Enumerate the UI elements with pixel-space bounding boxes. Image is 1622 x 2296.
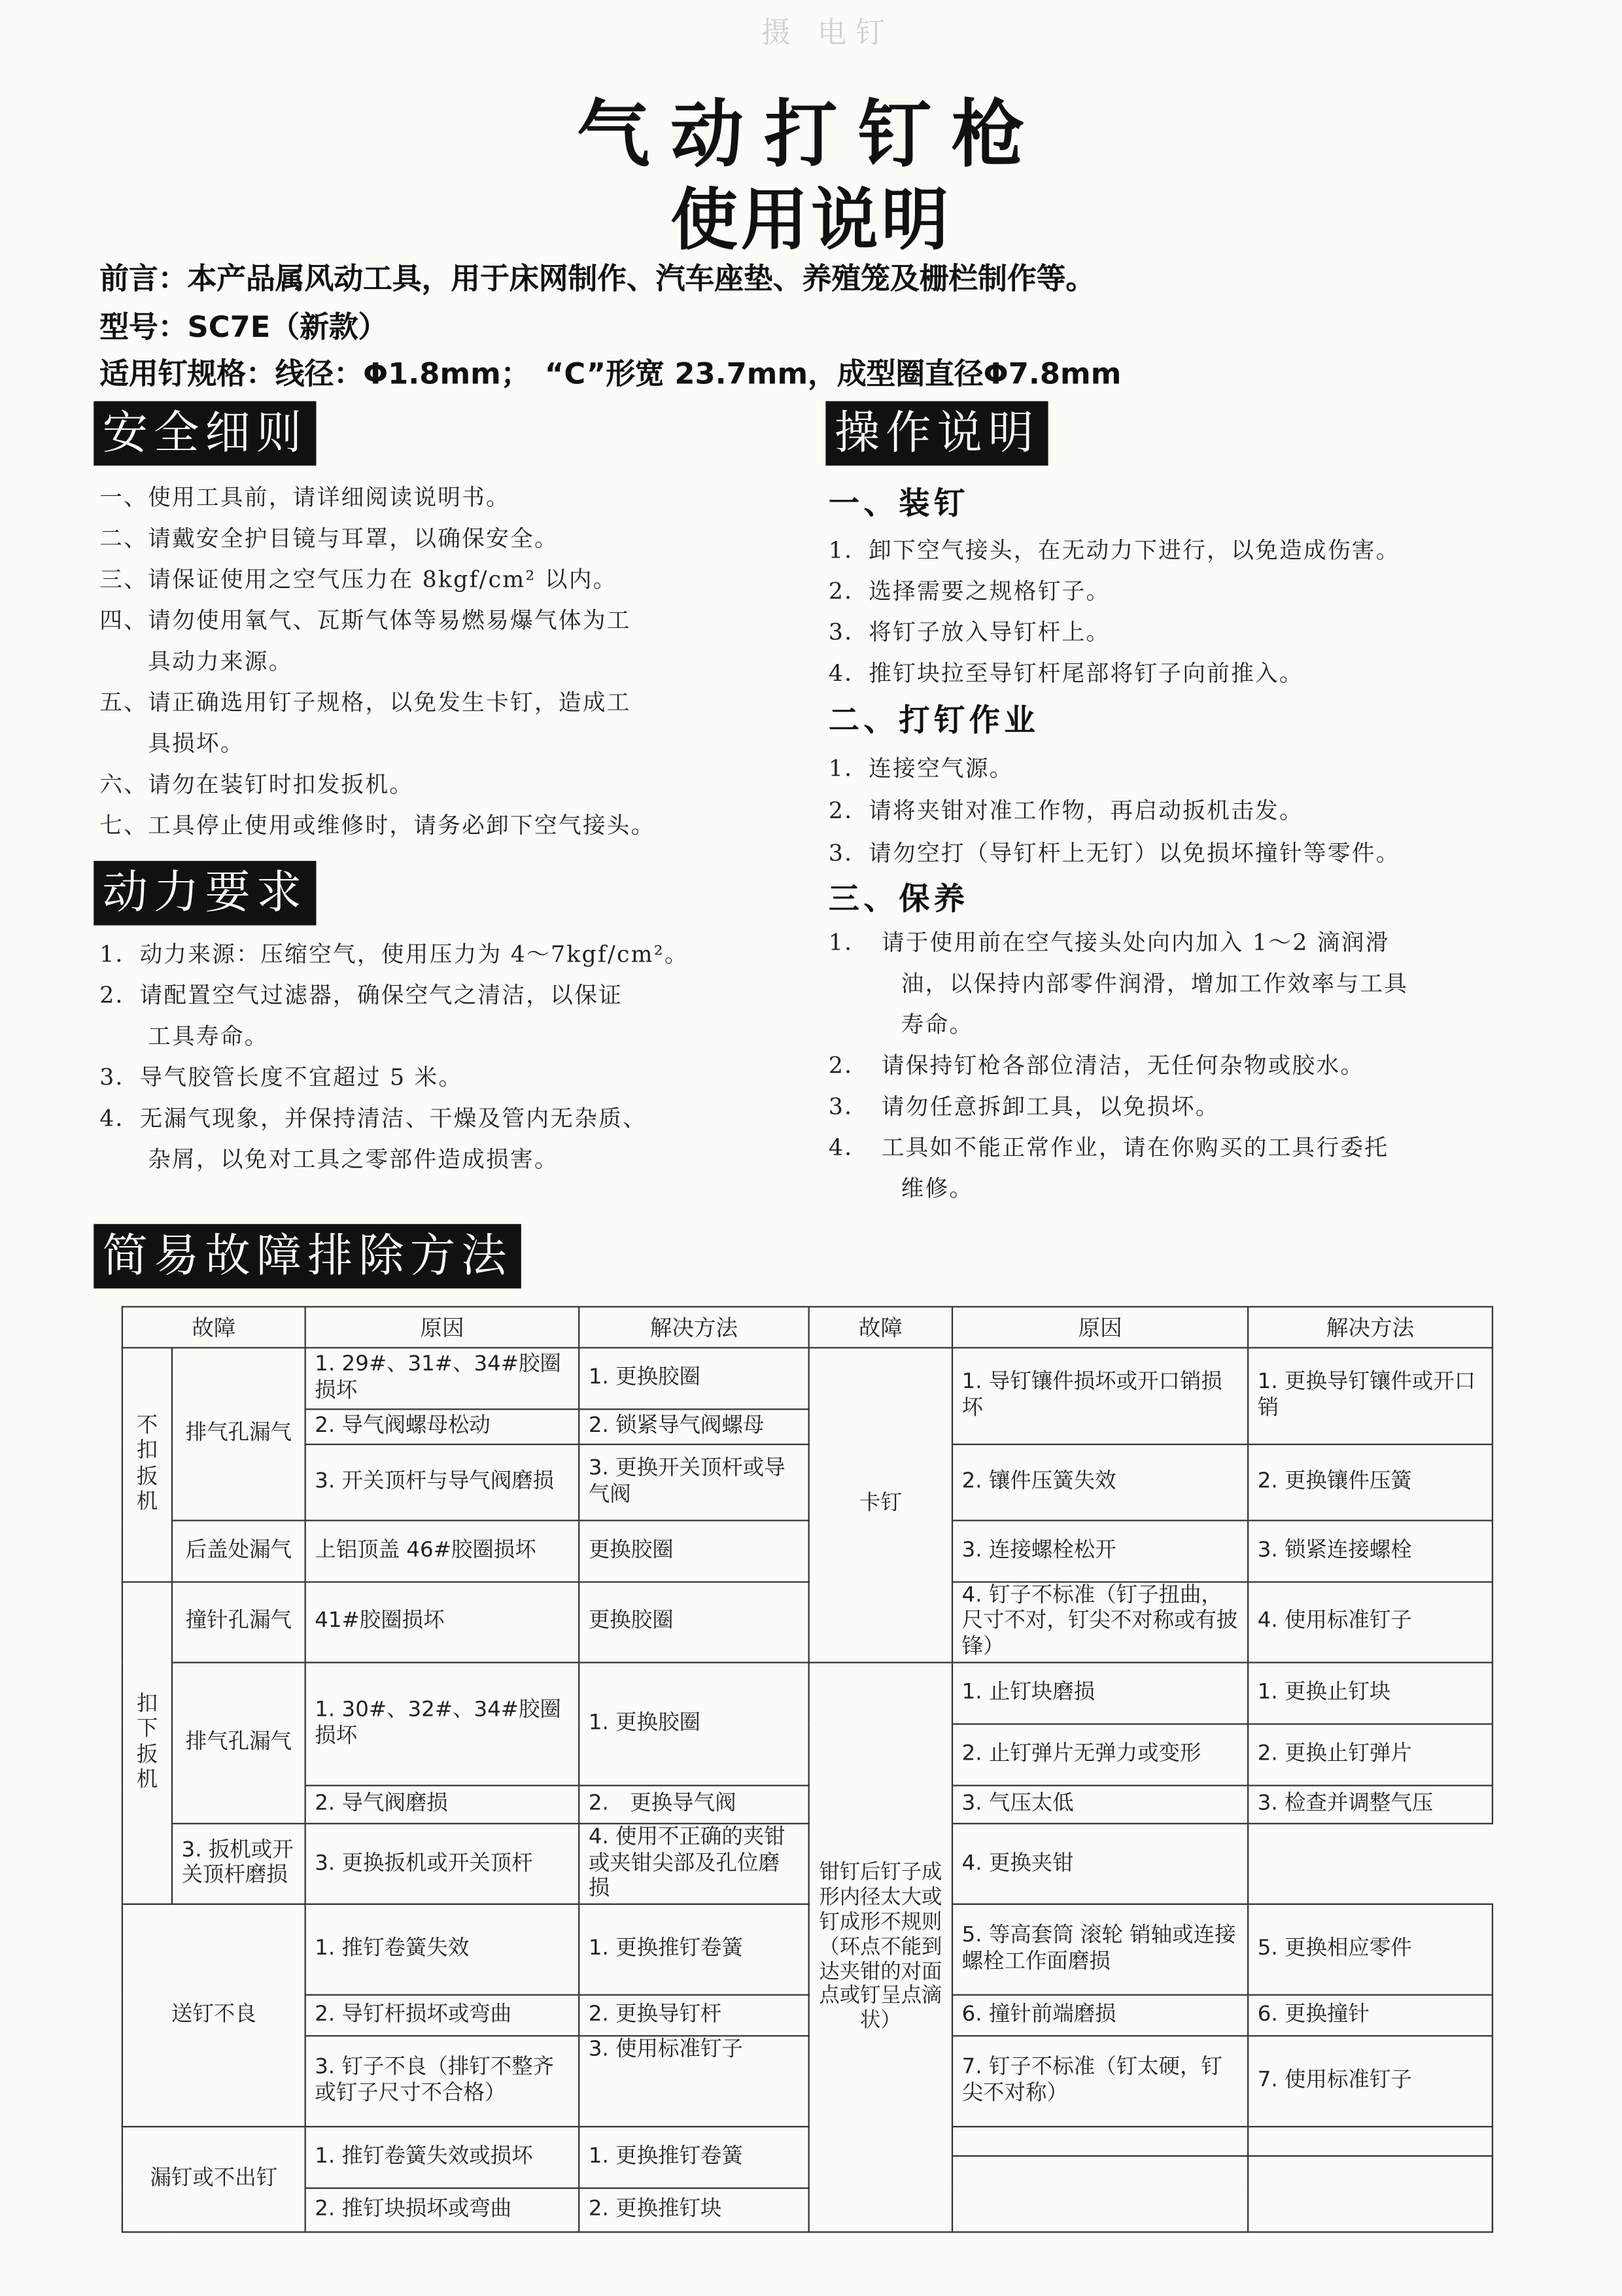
operation-line: 3．将钉子放入导钉杆上。 (828, 619, 1111, 646)
table-row (122, 1444, 1493, 1520)
safety-line: 三、请保证使用之空气压力在 8kgf/cm² 以内。 (99, 566, 617, 593)
cause-cell: 1. 导钉镶件损坏或开口销损坏 (952, 1348, 1248, 1444)
solution-cell: 5. 更换相应零件 (1248, 1905, 1493, 1996)
solution-cell: 3. 使用标准钉子 (579, 2036, 808, 2127)
header-fault: 故障 (122, 1307, 305, 1348)
cause-cell: 4. 钉子不标准（钉子扭曲，尺寸不对，钉尖不对称或有披锋） (952, 1582, 1248, 1662)
solution-cell: 2. 更换止钉弹片 (1248, 1724, 1493, 1786)
power-line: 杂屑，以免对工具之零部件造成损害。 (99, 1146, 559, 1173)
table-row (122, 1582, 1493, 1662)
solution-cell: 3. 更换开关顶杆或导气阀 (579, 1444, 808, 1520)
safety-line: 七、工具停止使用或维修时，请务必卸下空气接头。 (99, 812, 655, 839)
table-header-row (122, 1307, 1493, 1348)
empty-cell (1248, 2127, 1493, 2157)
table-row (122, 2127, 1493, 2157)
maintenance-line: 油，以保持内部零件润滑，增加工作效率与工具 (828, 970, 1409, 998)
header-cause: 原因 (305, 1307, 579, 1348)
safety-line: 具损坏。 (99, 730, 245, 757)
cause-cell: 1. 29#、31#、34#胶圈损坏 (305, 1348, 579, 1409)
power-line: 3．导气胶管长度不宜超过 5 米。 (99, 1064, 463, 1091)
solution-cell: 2. 更换导钉杆 (579, 1995, 808, 2036)
fault-group: 漏钉或不出钉 (122, 2127, 305, 2233)
fault-subgroup: 后盖处漏气 (172, 1520, 305, 1582)
table-row (122, 2036, 1493, 2127)
table-row (122, 1786, 1493, 1824)
maintenance-line: 1． 请于使用前在空气接头处向内加入 1～2 滴润滑 (828, 930, 1390, 956)
solution-cell: 3. 检查并调整气压 (1248, 1786, 1493, 1824)
safety-line: 一、使用工具前，请详细阅读说明书。 (99, 484, 511, 512)
fault-group: 卡钉 (809, 1348, 952, 1663)
solution-cell: 1. 更换胶圈 (579, 1348, 808, 1409)
fault-group: 送钉不良 (122, 1905, 305, 2127)
header-solution: 解决方法 (1248, 1307, 1493, 1348)
solution-cell: 6. 更换撞针 (1248, 1995, 1493, 2036)
maintenance-line: 寿命。 (828, 1011, 974, 1038)
fault-group: 不扣扳机 (122, 1348, 172, 1582)
safety-line: 六、请勿在装钉时扣发扳机。 (99, 771, 414, 798)
solution-cell: 7. 使用标准钉子 (1248, 2036, 1493, 2127)
operation-line: 1．卸下空气接头，在无动力下进行，以免造成伤害。 (828, 537, 1400, 564)
cause-cell: 1. 推钉卷簧失效 (305, 1905, 579, 1996)
spec-text: 适用钉规格：线径：Φ1.8mm； “C”形宽 23.7mm，成型圈直径Φ7.8mm (99, 355, 1122, 391)
cause-cell: 3. 连接螺栓松开 (952, 1520, 1248, 1582)
table-row (122, 1995, 1493, 2036)
solution-cell: 4. 使用标准钉子 (1248, 1582, 1493, 1662)
cause-cell: 41#胶圈损坏 (305, 1582, 579, 1662)
solution-cell: 1. 更换推钉卷簧 (579, 1905, 808, 1996)
operation-line: 3．请勿空打（导钉杆上无钉）以免损坏撞针等零件。 (828, 840, 1400, 867)
operation-heading: 操作说明 (825, 401, 1048, 465)
fault-subgroup: 排气孔漏气 (172, 1663, 305, 1824)
operation-line: 4．推钉块拉至导钉杆尾部将钉子向前推入。 (828, 660, 1303, 687)
cause-cell: 1. 止钉块磨损 (952, 1663, 1248, 1724)
operation-line: 2．选择需要之规格钉子。 (828, 578, 1111, 605)
table-row (122, 1905, 1493, 1996)
safety-line: 二、请戴安全护目镜与耳罩，以确保安全。 (99, 525, 559, 552)
solution-cell: 更换胶圈 (579, 1582, 808, 1662)
safety-line: 四、请勿使用氧气、瓦斯气体等易燃易爆气体为工 (99, 607, 631, 635)
safety-heading: 安全细则 (94, 401, 316, 465)
safety-line: 具动力来源。 (99, 648, 293, 675)
cause-cell: 3. 开关顶杆与导气阀磨损 (305, 1444, 579, 1520)
cause-cell: 2. 导气阀磨损 (305, 1786, 579, 1824)
solution-cell: 2. 更换镶件压簧 (1248, 1444, 1493, 1520)
maintenance-line: 3． 请勿任意拆卸工具，以免损坏。 (828, 1094, 1220, 1121)
empty-cell (952, 2127, 1248, 2157)
maintenance-subheading: 三、保养 (828, 881, 969, 917)
solution-cell: 2. 锁紧导气阀螺母 (579, 1409, 808, 1444)
table-row (122, 1520, 1493, 1582)
solution-cell: 1. 更换止钉块 (1248, 1663, 1493, 1724)
cause-cell: 3. 钉子不良（排钉不整齐或钉子尺寸不合格） (305, 2036, 579, 2127)
solution-cell: 2. 更换导气阀 (579, 1786, 808, 1824)
solution-cell: 2. 更换推钉块 (579, 2189, 808, 2233)
operation-line: 1．连接空气源。 (828, 755, 1014, 782)
maintenance-line: 4． 工具如不能正常作业，请在你购买的工具行委托 (828, 1134, 1389, 1161)
cause-cell: 2. 止钉弹片无弹力或变形 (952, 1724, 1248, 1786)
operation-line: 2．请将夹钳对准工作物，再启动扳机击发。 (828, 797, 1303, 825)
page-title: 气动打钉枪 (576, 92, 1046, 177)
intro-text: 前言：本产品属风动工具，用于床网制作、汽车座垫、养殖笼及栅栏制作等。 (99, 260, 1096, 296)
fault-subgroup: 排气孔漏气 (172, 1348, 305, 1520)
safety-line: 五、请正确选用钉子规格，以免发生卡钉，造成工 (99, 689, 631, 716)
maintenance-line: 2． 请保持钉枪各部位清洁，无任何杂物或胶水。 (828, 1052, 1365, 1079)
nailing-subheading: 二、打钉作业 (828, 703, 1040, 739)
cause-cell: 1. 30#、32#、34#胶圈损坏 (305, 1663, 579, 1786)
table-row (122, 1348, 1493, 1409)
header-cause: 原因 (952, 1307, 1248, 1348)
cause-cell: 2. 推钉块损坏或弯曲 (305, 2189, 579, 2233)
solution-cell: 4. 更换夹钳 (952, 1824, 1248, 1904)
load-nails-subheading: 一、装钉 (828, 486, 969, 521)
troubleshooting-table (122, 1306, 1493, 2234)
troubleshooting-heading: 简易故障排除方法 (94, 1224, 521, 1288)
empty-cell (1248, 2157, 1493, 2233)
cause-cell: 3. 气压太低 (952, 1786, 1248, 1824)
header-solution: 解决方法 (579, 1307, 808, 1348)
fault-group: 扣下扳机 (122, 1582, 172, 1904)
cause-cell: 2. 导气阀螺母松动 (305, 1409, 579, 1444)
power-heading: 动力要求 (94, 861, 316, 925)
cause-cell: 上铝顶盖 46#胶圈损坏 (305, 1520, 579, 1582)
fault-group: 钳钉后钉子成形内径太大或钉成形不规则（环点不能到达夹钳的对面点或钉呈点滴状） (809, 1663, 952, 2233)
maintenance-line: 维修。 (828, 1175, 974, 1202)
empty-cell (952, 2157, 1248, 2233)
table-row (122, 1824, 1493, 1904)
cause-cell: 6. 撞针前端磨损 (952, 1995, 1248, 2036)
cause-cell: 1. 推钉卷簧失效或损坏 (305, 2127, 579, 2189)
cause-cell: 7. 钉子不标准（钉太硬，钉尖不对称） (952, 2036, 1248, 2127)
solution-cell: 更换胶圈 (579, 1520, 808, 1582)
solution-cell: 1. 更换胶圈 (579, 1663, 808, 1786)
solution-cell: 1. 更换导钉镶件或开口销 (1248, 1348, 1493, 1444)
fault-subgroup: 撞针孔漏气 (172, 1582, 305, 1662)
cause-cell: 3. 扳机或开关顶杆磨损 (172, 1824, 305, 1904)
solution-cell: 1. 更换推钉卷簧 (579, 2127, 808, 2189)
solution-cell: 3. 更换扳机或开关顶杆 (305, 1824, 579, 1904)
power-line: 工具寿命。 (99, 1023, 269, 1050)
cause-cell: 5. 等高套筒 滚轮 销轴或连接螺栓工作面磨损 (952, 1905, 1248, 1996)
cause-cell: 4. 使用不正确的夹钳或夹钳尖部及孔位磨损 (579, 1824, 808, 1904)
power-line: 4．无漏气现象，并保持清洁、干燥及管内无杂质、 (99, 1105, 647, 1132)
power-line: 1．动力来源：压缩空气，使用压力为 4～7kgf/cm²。 (99, 941, 689, 968)
power-line: 2．请配置空气过滤器，确保空气之清洁，以保证 (99, 982, 623, 1009)
solution-cell: 3. 锁紧连接螺栓 (1248, 1520, 1493, 1582)
page-subtitle: 使用说明 (670, 180, 952, 260)
table-row (122, 1663, 1493, 1724)
faded-stamp: 摄 电钉 (761, 14, 894, 50)
cause-cell: 2. 镶件压簧失效 (952, 1444, 1248, 1520)
cause-cell: 2. 导钉杆损坏或弯曲 (305, 1995, 579, 2036)
model-text: 型号：SC7E（新款） (99, 309, 388, 345)
header-fault: 故障 (809, 1307, 952, 1348)
